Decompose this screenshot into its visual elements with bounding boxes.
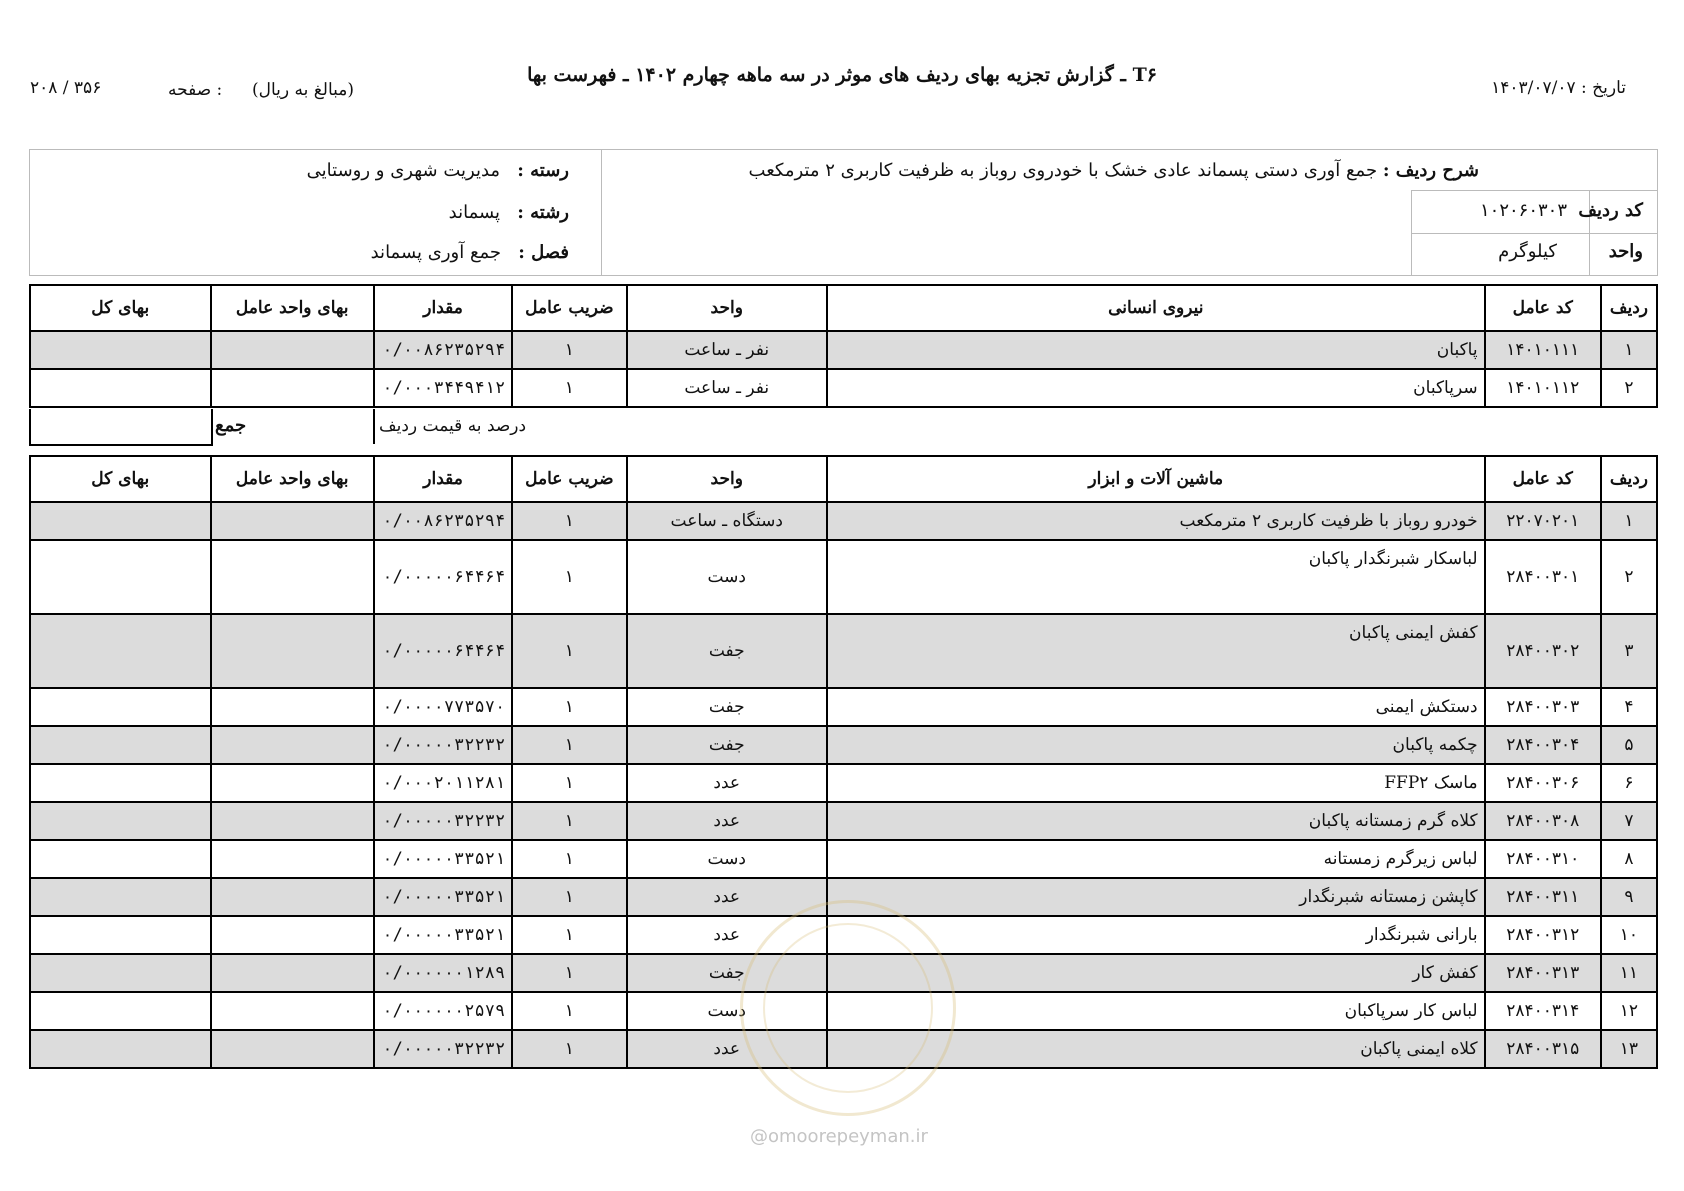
col-row: ردیف (1601, 456, 1657, 502)
category-label: رسته : (517, 160, 569, 181)
machines-header-row (30, 456, 1657, 502)
row-number: ۹ (1601, 878, 1657, 916)
factor-name: دستکش ایمنی (827, 688, 1485, 726)
factor-name: کلاه گرم زمستانه پاکبان (827, 802, 1485, 840)
factor-name: کفش ایمنی پاکبان (827, 614, 1485, 688)
factor-qty: ۰/۰۰۰۰۰۰۱۲۸۹ (374, 954, 512, 992)
factor-coef: ۱ (512, 992, 626, 1030)
factor-unit: دست (627, 540, 827, 614)
unit-price-cell (211, 840, 374, 878)
unit-price-cell (211, 688, 374, 726)
col-unit-price: بهای واحد عامل (211, 285, 374, 331)
factor-coef: ۱ (512, 614, 626, 688)
col-unit: واحد (627, 285, 827, 331)
factor-unit: جفت (627, 614, 827, 688)
factor-name: ماسک FFP۲ (827, 764, 1485, 802)
labor-header-row (30, 285, 1657, 331)
row-number: ۱ (1601, 331, 1657, 369)
factor-code: ۲۸۴۰۰۳۰۸ (1485, 802, 1601, 840)
col-coef: ضریب عامل (512, 285, 626, 331)
factor-qty: ۰/۰۰۸۶۲۳۵۲۹۴ (374, 331, 512, 369)
unit-price-cell (211, 764, 374, 802)
factor-coef: ۱ (512, 331, 626, 369)
unit-price-cell (211, 1030, 374, 1068)
factor-name: کاپشن زمستانه شبرنگدار (827, 878, 1485, 916)
factor-unit: عدد (627, 802, 827, 840)
factor-name: لباس کار سرپاکبان (827, 992, 1485, 1030)
factor-coef: ۱ (512, 802, 626, 840)
total-cell (30, 878, 211, 916)
row-number: ۱۲ (1601, 992, 1657, 1030)
total-cell (30, 540, 211, 614)
factor-name: خودرو روباز با ظرفیت کاربری ۲ مترمکعب (827, 502, 1485, 540)
factor-unit: دست (627, 992, 827, 1030)
unit-price-cell (211, 878, 374, 916)
factor-code: ۲۸۴۰۰۳۱۵ (1485, 1030, 1601, 1068)
report-title: T۶ ـ گزارش تجزیه بهای ردیف های موثر در سه ماهه چهارم ۱۴۰۲ ـ فهرست بها (527, 64, 1157, 86)
factor-name: کلاه ایمنی پاکبان (827, 1030, 1485, 1068)
factor-qty: ۰/۰۰۰۰۰۳۳۵۲۱ (374, 916, 512, 954)
row-number: ۱۰ (1601, 916, 1657, 954)
factor-code: ۲۸۴۰۰۳۱۲ (1485, 916, 1601, 954)
factor-code: ۲۸۴۰۰۳۰۶ (1485, 764, 1601, 802)
page-number: ۲۰۸ / ۳۵۶ (30, 78, 102, 98)
factor-coef: ۱ (512, 369, 626, 407)
col-name: ماشین آلات و ابزار (827, 456, 1485, 502)
unit-price-cell (211, 614, 374, 688)
factor-name: چکمه پاکبان (827, 726, 1485, 764)
code-unit-table (1411, 190, 1657, 276)
factor-qty: ۰/۰۰۰۰۰۳۲۲۳۲ (374, 726, 512, 764)
factor-code: ۲۸۴۰۰۳۱۴ (1485, 992, 1601, 1030)
total-cell (30, 331, 211, 369)
category (307, 160, 569, 181)
total-cell (30, 992, 211, 1030)
unit-price-cell (211, 331, 374, 369)
unit-price-cell (211, 802, 374, 840)
unit-price-cell (211, 502, 374, 540)
factor-unit: عدد (627, 916, 827, 954)
field-value: پسماند (448, 202, 501, 223)
factor-code: ۲۲۰۷۰۲۰۱ (1485, 502, 1601, 540)
factor-code: ۲۸۴۰۰۳۱۰ (1485, 840, 1601, 878)
field (449, 202, 569, 223)
factor-name: بارانی شبرنگدار (827, 916, 1485, 954)
factor-coef: ۱ (512, 916, 626, 954)
amount-note: (مبالغ به ریال) (252, 80, 355, 100)
row-number: ۲ (1601, 369, 1657, 407)
factor-code: ۲۸۴۰۰۳۰۴ (1485, 726, 1601, 764)
divider (601, 150, 602, 275)
col-row: ردیف (1601, 285, 1657, 331)
unit-price-cell (211, 992, 374, 1030)
factor-qty: ۰/۰۰۰۰۰۳۳۵۲۱ (374, 840, 512, 878)
total-cell (30, 688, 211, 726)
col-code: کد عامل (1485, 456, 1601, 502)
total-cell (30, 502, 211, 540)
total-cell (30, 1030, 211, 1068)
factor-qty: ۰/۰۰۰۲۰۱۱۲۸۱ (374, 764, 512, 802)
factor-name: پاکبان (827, 331, 1485, 369)
table-row (30, 540, 1657, 614)
row-code-value: ۱۰۲۰۶۰۳۰۳ (1479, 200, 1567, 221)
total-cell (30, 840, 211, 878)
row-number: ۵ (1601, 726, 1657, 764)
factor-name: کفش کار (827, 954, 1485, 992)
total-cell (30, 954, 211, 992)
table-row (30, 369, 1657, 407)
col-qty: مقدار (374, 456, 512, 502)
chapter-label: فصل : (518, 242, 569, 263)
unit-label: واحد (1608, 241, 1643, 262)
factor-unit: عدد (627, 878, 827, 916)
total-cell (30, 802, 211, 840)
total-cell (30, 614, 211, 688)
factor-coef: ۱ (512, 840, 626, 878)
percent-label: درصد به قیمت ردیف (379, 416, 527, 436)
row-number: ۴ (1601, 688, 1657, 726)
watermark-text: @omoorepeyman.ir (750, 1126, 928, 1147)
sum-total-cell (29, 409, 213, 446)
factor-coef: ۱ (512, 688, 626, 726)
unit-value: کیلوگرم (1498, 241, 1557, 262)
unit-price-cell (211, 916, 374, 954)
col-total: بهای کل (30, 456, 211, 502)
col-unit-price: بهای واحد عامل (211, 456, 374, 502)
desc-label: شرح ردیف : (1382, 160, 1479, 181)
col-name: نیروی انسانی (827, 285, 1485, 331)
factor-name: لباسکار شبرنگدار پاکبان (827, 540, 1485, 614)
factor-unit: جفت (627, 954, 827, 992)
factor-coef: ۱ (512, 726, 626, 764)
factor-qty: ۰/۰۰۰۰۰۳۲۲۳۲ (374, 1030, 512, 1068)
row-number: ۲ (1601, 540, 1657, 614)
factor-coef: ۱ (512, 1030, 626, 1068)
row-number: ۷ (1601, 802, 1657, 840)
factor-qty: ۰/۰۰۸۶۲۳۵۲۹۴ (374, 502, 512, 540)
sum-label: جمع (215, 415, 247, 436)
row-number: ۶ (1601, 764, 1657, 802)
watermark-seal-icon (740, 900, 956, 1116)
factor-coef: ۱ (512, 878, 626, 916)
unit-price-cell (211, 369, 374, 407)
date-value: ۱۴۰۳/۰۷/۰۷ (1491, 78, 1576, 98)
factor-qty: ۰/۰۰۰۰۰۳۳۵۲۱ (374, 878, 512, 916)
table-row (30, 726, 1657, 764)
factor-qty: ۰/۰۰۰۰۰۳۲۲۳۲ (374, 802, 512, 840)
field-label: رشته : (517, 202, 569, 223)
table-row (30, 502, 1657, 540)
total-cell (30, 726, 211, 764)
factor-code: ۲۸۴۰۰۳۰۲ (1485, 614, 1601, 688)
labor-table (29, 284, 1658, 408)
row-number: ۸ (1601, 840, 1657, 878)
factor-qty: ۰/۰۰۰۰۰۶۴۴۶۴ (374, 614, 512, 688)
factor-qty: ۰/۰۰۰۰۰۶۴۴۶۴ (374, 540, 512, 614)
table-row (30, 764, 1657, 802)
col-qty: مقدار (374, 285, 512, 331)
factor-coef: ۱ (512, 954, 626, 992)
page-label: صفحه : (168, 80, 223, 100)
row-number: ۱ (1601, 502, 1657, 540)
category-value: مدیریت شهری و روستایی (306, 160, 501, 181)
factor-code: ۱۴۰۱۰۱۱۲ (1485, 369, 1601, 407)
unit-price-cell (211, 540, 374, 614)
factor-code: ۱۴۰۱۰۱۱۱ (1485, 331, 1601, 369)
unit-price-cell (211, 726, 374, 764)
factor-name: لباس زیرگرم زمستانه (827, 840, 1485, 878)
factor-code: ۲۸۴۰۰۳۱۳ (1485, 954, 1601, 992)
factor-qty: ۰/۰۰۰۳۴۴۹۴۱۲ (374, 369, 512, 407)
total-cell (30, 369, 211, 407)
factor-coef: ۱ (512, 764, 626, 802)
row-code-label: کد ردیف (1578, 200, 1643, 221)
factor-unit: عدد (627, 1030, 827, 1068)
factor-unit: نفر ـ ساعت (627, 331, 827, 369)
factor-coef: ۱ (512, 502, 626, 540)
col-code: کد عامل (1485, 285, 1601, 331)
factor-qty: ۰/۰۰۰۰۰۰۲۵۷۹ (374, 992, 512, 1030)
table-row (30, 840, 1657, 878)
row-info-box (29, 149, 1658, 276)
col-coef: ضریب عامل (512, 456, 626, 502)
chapter-value: جمع آوری پسماند (370, 242, 502, 263)
factor-qty: ۰/۰۰۰۰۷۷۳۵۷۰ (374, 688, 512, 726)
factor-coef: ۱ (512, 540, 626, 614)
table-row (30, 331, 1657, 369)
report-date (1491, 78, 1626, 98)
factor-unit: عدد (627, 764, 827, 802)
row-number: ۳ (1601, 614, 1657, 688)
chapter (371, 242, 569, 263)
factor-unit: دست (627, 840, 827, 878)
factor-unit: جفت (627, 726, 827, 764)
factor-unit: جفت (627, 688, 827, 726)
labor-sum-row (29, 409, 1656, 446)
total-cell (30, 764, 211, 802)
desc-value: جمع آوری دستی پسماند عادی خشک با خودروی روباز به ظرفیت کاربری ۲ مترمکعب (748, 160, 1378, 181)
unit-price-cell (211, 954, 374, 992)
col-unit: واحد (627, 456, 827, 502)
factor-code: ۲۸۴۰۰۳۰۳ (1485, 688, 1601, 726)
table-row (30, 802, 1657, 840)
factor-unit: دستگاه ـ ساعت (627, 502, 827, 540)
table-row (30, 688, 1657, 726)
factor-code: ۲۸۴۰۰۳۰۱ (1485, 540, 1601, 614)
table-row (30, 614, 1657, 688)
factor-name: سرپاکبان (827, 369, 1485, 407)
row-description (749, 160, 1479, 181)
factor-code: ۲۸۴۰۰۳۱۱ (1485, 878, 1601, 916)
row-number: ۱۳ (1601, 1030, 1657, 1068)
total-cell (30, 916, 211, 954)
date-label: تاریخ : (1581, 78, 1626, 98)
row-number: ۱۱ (1601, 954, 1657, 992)
factor-unit: نفر ـ ساعت (627, 369, 827, 407)
col-total: بهای کل (30, 285, 211, 331)
